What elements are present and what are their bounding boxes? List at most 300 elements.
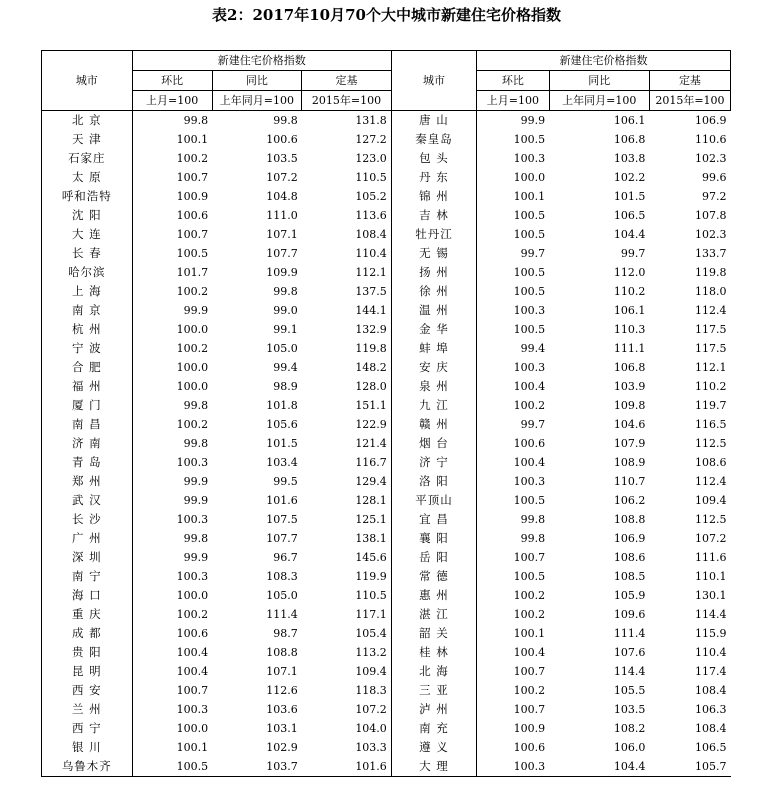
right-mom-cell: 100.7 — [477, 548, 550, 567]
right-yoy-cell: 106.2 — [613, 494, 646, 507]
left-yoy-cell: 101.5 — [266, 437, 298, 450]
left-city-cell: 合 肥 — [42, 358, 133, 377]
right-mom-cell: 100.5 — [477, 130, 550, 149]
left-city-cell: 海 口 — [42, 586, 133, 605]
right-yoy-cell: 108.9 — [613, 456, 646, 469]
table-row — [42, 377, 731, 396]
left-yoy-cell: 107.5 — [266, 513, 298, 526]
right-mom-cell: 100.0 — [477, 168, 550, 187]
right-yoy-cell: 108.8 — [613, 513, 646, 526]
right-city-cell: 唐 山 — [391, 111, 476, 131]
right-city-cell: 泸 州 — [391, 700, 476, 719]
price-index-table — [41, 50, 731, 777]
left-mom-cell: 99.8 — [132, 529, 212, 548]
right-base-cell: 116.5 — [695, 418, 727, 431]
table-row — [42, 282, 731, 301]
left-base-cell: 148.2 — [355, 361, 387, 374]
right-mom-cell: 100.7 — [477, 662, 550, 681]
left-city-cell: 南 昌 — [42, 415, 133, 434]
base-header-left: 定基 — [302, 71, 392, 91]
mom-subheader-right: 上月=100 — [477, 91, 550, 111]
right-yoy-cell: 110.3 — [613, 323, 646, 336]
left-city-cell: 济 南 — [42, 434, 133, 453]
left-base-cell: 112.1 — [355, 266, 387, 279]
table-row — [42, 187, 731, 206]
left-mom-cell: 100.0 — [132, 719, 212, 738]
group-header-left: 新建住宅价格指数 — [132, 51, 391, 71]
table-row — [42, 567, 731, 586]
left-yoy-cell: 99.8 — [212, 111, 302, 131]
left-mom-cell: 99.9 — [132, 548, 212, 567]
table-row — [42, 358, 731, 377]
table-row — [42, 624, 731, 643]
left-city-cell: 杭 州 — [42, 320, 133, 339]
left-mom-cell: 100.4 — [132, 662, 212, 681]
right-city-cell: 秦皇岛 — [391, 130, 476, 149]
left-base-cell: 132.9 — [355, 323, 387, 336]
left-yoy-cell: 103.1 — [266, 722, 298, 735]
right-city-cell: 洛 阳 — [391, 472, 476, 491]
left-yoy-cell: 101.6 — [266, 494, 298, 507]
right-mom-cell: 100.3 — [477, 301, 550, 320]
left-base-cell: 145.6 — [355, 551, 387, 564]
right-base-cell: 130.1 — [695, 589, 727, 602]
right-mom-cell: 100.4 — [477, 453, 550, 472]
left-yoy-cell: 107.7 — [266, 532, 298, 545]
right-yoy-cell: 108.6 — [613, 551, 646, 564]
left-base-cell: 105.4 — [355, 627, 387, 640]
table-body — [42, 111, 731, 777]
right-mom-cell: 100.5 — [477, 225, 550, 244]
left-base-cell: 118.3 — [355, 684, 387, 697]
right-yoy-cell: 103.9 — [613, 380, 646, 393]
yoy-header-left: 同比 — [212, 71, 302, 91]
left-mom-cell: 100.0 — [132, 377, 212, 396]
base-subheader-right: 2015年=100 — [649, 91, 730, 111]
left-yoy-cell: 103.5 — [266, 152, 298, 165]
left-yoy-cell: 100.6 — [266, 133, 298, 146]
right-mom-cell: 100.1 — [477, 624, 550, 643]
right-base-cell: 106.9 — [649, 111, 730, 131]
right-city-cell: 蚌 埠 — [391, 339, 476, 358]
left-mom-cell: 100.0 — [132, 586, 212, 605]
right-yoy-cell: 110.7 — [613, 475, 646, 488]
right-yoy-cell: 104.4 — [549, 757, 649, 777]
right-yoy-cell: 106.1 — [613, 304, 646, 317]
table-row — [42, 643, 731, 662]
right-base-cell: 102.3 — [695, 152, 727, 165]
left-base-cell: 123.0 — [355, 152, 387, 165]
right-mom-cell: 100.1 — [477, 187, 550, 206]
right-yoy-cell: 103.5 — [613, 703, 646, 716]
right-base-cell: 111.6 — [695, 551, 727, 564]
right-city-cell: 泉 州 — [391, 377, 476, 396]
left-mom-cell: 100.2 — [132, 282, 212, 301]
right-base-cell: 112.5 — [695, 437, 727, 450]
left-city-cell: 北 京 — [42, 111, 133, 131]
left-mom-cell: 100.7 — [132, 225, 212, 244]
right-mom-cell: 100.5 — [477, 282, 550, 301]
left-city-cell: 西 宁 — [42, 719, 133, 738]
right-mom-cell: 100.3 — [477, 472, 550, 491]
right-base-cell: 105.7 — [649, 757, 730, 777]
right-mom-cell: 99.8 — [477, 510, 550, 529]
left-base-cell: 129.4 — [355, 475, 387, 488]
left-base-cell: 137.5 — [355, 285, 387, 298]
right-yoy-cell: 111.1 — [613, 342, 646, 355]
left-yoy-cell: 103.4 — [266, 456, 298, 469]
left-city-cell: 乌鲁木齐 — [42, 757, 133, 777]
left-yoy-cell: 102.9 — [266, 741, 298, 754]
left-city-cell: 呼和浩特 — [42, 187, 133, 206]
left-base-cell: 105.2 — [355, 190, 387, 203]
yoy-subheader-right: 上年同月=100 — [549, 91, 649, 111]
right-mom-cell: 99.8 — [477, 529, 550, 548]
right-city-cell: 安 庆 — [391, 358, 476, 377]
table-row — [42, 510, 731, 529]
left-base-cell: 113.6 — [355, 209, 387, 222]
right-base-cell: 106.3 — [695, 703, 727, 716]
right-city-cell: 襄 阳 — [391, 529, 476, 548]
left-city-cell: 广 州 — [42, 529, 133, 548]
right-city-cell: 徐 州 — [391, 282, 476, 301]
left-base-cell: 128.1 — [355, 494, 387, 507]
group-header-right: 新建住宅价格指数 — [477, 51, 731, 71]
right-base-cell: 99.6 — [702, 171, 727, 184]
table-row — [42, 738, 731, 757]
right-yoy-cell: 110.2 — [613, 285, 646, 298]
left-yoy-cell: 99.0 — [273, 304, 298, 317]
left-mom-cell: 100.9 — [132, 187, 212, 206]
right-base-cell: 110.4 — [695, 646, 727, 659]
left-base-cell: 110.5 — [355, 171, 387, 184]
left-city-cell: 贵 阳 — [42, 643, 133, 662]
right-yoy-cell: 106.5 — [613, 209, 646, 222]
left-city-cell: 长 春 — [42, 244, 133, 263]
right-mom-cell: 100.2 — [477, 396, 550, 415]
right-city-cell: 常 德 — [391, 567, 476, 586]
right-city-cell: 北 海 — [391, 662, 476, 681]
left-yoy-cell: 99.5 — [273, 475, 298, 488]
left-city-cell: 成 都 — [42, 624, 133, 643]
left-mom-cell: 100.2 — [132, 339, 212, 358]
left-city-cell: 南 宁 — [42, 567, 133, 586]
base-header-right: 定基 — [649, 71, 730, 91]
left-city-cell: 哈尔滨 — [42, 263, 133, 282]
left-mom-cell: 99.8 — [132, 111, 212, 131]
right-city-cell: 扬 州 — [391, 263, 476, 282]
right-base-cell: 112.4 — [695, 304, 727, 317]
right-base-cell: 119.7 — [695, 399, 727, 412]
table-row — [42, 548, 731, 567]
right-mom-cell: 100.6 — [477, 434, 550, 453]
right-city-cell: 赣 州 — [391, 415, 476, 434]
right-mom-cell: 99.9 — [477, 111, 550, 131]
table-row — [42, 149, 731, 168]
left-base-cell: 109.4 — [355, 665, 387, 678]
yoy-subheader-left: 上年同月=100 — [212, 91, 302, 111]
left-mom-cell: 100.1 — [132, 738, 212, 757]
right-yoy-cell: 99.7 — [620, 247, 646, 260]
mom-subheader-left: 上月=100 — [132, 91, 212, 111]
table-row — [42, 472, 731, 491]
left-mom-cell: 100.3 — [132, 700, 212, 719]
table-row — [42, 130, 731, 149]
right-mom-cell: 100.7 — [477, 700, 550, 719]
left-base-cell: 125.1 — [355, 513, 387, 526]
left-yoy-cell: 107.1 — [266, 228, 298, 241]
right-yoy-cell: 111.4 — [613, 627, 646, 640]
right-city-cell: 丹 东 — [391, 168, 476, 187]
left-city-cell: 南 京 — [42, 301, 133, 320]
right-base-cell: 114.4 — [695, 608, 727, 621]
table-row — [42, 339, 731, 358]
left-yoy-cell: 96.7 — [273, 551, 298, 564]
left-base-cell: 101.6 — [302, 757, 392, 777]
right-base-cell: 117.4 — [695, 665, 727, 678]
right-yoy-cell: 106.8 — [613, 133, 646, 146]
right-mom-cell: 99.7 — [477, 415, 550, 434]
left-city-cell: 上 海 — [42, 282, 133, 301]
right-mom-cell: 100.3 — [477, 149, 550, 168]
right-base-cell: 109.4 — [695, 494, 727, 507]
table-row — [42, 586, 731, 605]
right-yoy-cell: 104.4 — [613, 228, 646, 241]
right-mom-cell: 100.9 — [477, 719, 550, 738]
right-city-cell: 温 州 — [391, 301, 476, 320]
table-row — [42, 225, 731, 244]
left-yoy-cell: 99.4 — [273, 361, 298, 374]
table-row — [42, 681, 731, 700]
left-base-cell: 144.1 — [355, 304, 387, 317]
left-base-cell: 151.1 — [355, 399, 387, 412]
right-mom-cell: 100.5 — [477, 567, 550, 586]
left-mom-cell: 100.1 — [132, 130, 212, 149]
left-mom-cell: 100.3 — [132, 510, 212, 529]
left-city-cell: 太 原 — [42, 168, 133, 187]
right-yoy-cell: 109.8 — [613, 399, 646, 412]
left-city-cell: 长 沙 — [42, 510, 133, 529]
right-city-cell: 烟 台 — [391, 434, 476, 453]
left-mom-cell: 100.7 — [132, 681, 212, 700]
left-mom-cell: 100.5 — [132, 757, 212, 777]
right-mom-cell: 100.4 — [477, 643, 550, 662]
left-yoy-cell: 107.2 — [266, 171, 298, 184]
left-city-cell: 青 岛 — [42, 453, 133, 472]
base-subheader-left: 2015年=100 — [302, 91, 392, 111]
right-yoy-cell: 108.5 — [613, 570, 646, 583]
right-base-cell: 108.4 — [695, 722, 727, 735]
left-yoy-cell: 105.0 — [266, 342, 298, 355]
right-mom-cell: 100.5 — [477, 491, 550, 510]
left-yoy-cell: 104.8 — [266, 190, 298, 203]
left-mom-cell: 99.9 — [132, 472, 212, 491]
right-base-cell: 115.9 — [695, 627, 727, 640]
left-city-cell: 厦 门 — [42, 396, 133, 415]
right-city-cell: 桂 林 — [391, 643, 476, 662]
table-row — [42, 301, 731, 320]
left-base-cell: 138.1 — [355, 532, 387, 545]
left-base-cell: 108.4 — [355, 228, 387, 241]
left-base-cell: 127.2 — [355, 133, 387, 146]
right-city-cell: 遵 义 — [391, 738, 476, 757]
right-mom-cell: 100.5 — [477, 206, 550, 225]
right-city-cell: 大 理 — [391, 757, 476, 777]
right-city-cell: 三 亚 — [391, 681, 476, 700]
right-base-cell: 118.0 — [695, 285, 727, 298]
left-mom-cell: 100.5 — [132, 244, 212, 263]
mom-header-right: 环比 — [477, 71, 550, 91]
city-header-left: 城市 — [42, 51, 133, 111]
table-row — [42, 529, 731, 548]
left-base-cell: 119.9 — [355, 570, 387, 583]
table-row — [42, 453, 731, 472]
right-yoy-cell: 107.9 — [613, 437, 646, 450]
left-yoy-cell: 103.6 — [266, 703, 298, 716]
left-mom-cell: 100.0 — [132, 320, 212, 339]
left-mom-cell: 100.2 — [132, 149, 212, 168]
left-mom-cell: 99.9 — [132, 301, 212, 320]
right-yoy-cell: 106.0 — [613, 741, 646, 754]
right-base-cell: 108.6 — [695, 456, 727, 469]
right-base-cell: 97.2 — [702, 190, 727, 203]
table-row — [42, 491, 731, 510]
right-city-cell: 南 充 — [391, 719, 476, 738]
left-yoy-cell: 109.9 — [266, 266, 298, 279]
right-yoy-cell: 107.6 — [613, 646, 646, 659]
left-base-cell: 103.3 — [355, 741, 387, 754]
left-mom-cell: 100.6 — [132, 624, 212, 643]
right-mom-cell: 100.5 — [477, 263, 550, 282]
left-base-cell: 104.0 — [355, 722, 387, 735]
right-city-cell: 惠 州 — [391, 586, 476, 605]
right-base-cell: 110.2 — [695, 380, 727, 393]
right-base-cell: 117.5 — [695, 323, 727, 336]
table-row — [42, 662, 731, 681]
left-mom-cell: 100.6 — [132, 206, 212, 225]
left-yoy-cell: 111.0 — [266, 209, 298, 222]
left-yoy-cell: 103.7 — [212, 757, 302, 777]
left-base-cell: 107.2 — [355, 703, 387, 716]
right-city-cell: 牡丹江 — [391, 225, 476, 244]
left-city-cell: 重 庆 — [42, 605, 133, 624]
right-city-cell: 锦 州 — [391, 187, 476, 206]
left-base-cell: 110.5 — [355, 589, 387, 602]
left-city-cell: 兰 州 — [42, 700, 133, 719]
left-yoy-cell: 111.4 — [266, 608, 298, 621]
left-yoy-cell: 98.9 — [273, 380, 298, 393]
yoy-header-right: 同比 — [549, 71, 649, 91]
table-row — [42, 396, 731, 415]
left-city-cell: 石家庄 — [42, 149, 133, 168]
right-yoy-cell: 112.0 — [613, 266, 646, 279]
right-city-cell: 湛 江 — [391, 605, 476, 624]
left-yoy-cell: 98.7 — [273, 627, 298, 640]
right-mom-cell: 100.2 — [477, 586, 550, 605]
right-city-cell: 济 宁 — [391, 453, 476, 472]
left-city-cell: 福 州 — [42, 377, 133, 396]
right-mom-cell: 100.6 — [477, 738, 550, 757]
right-mom-cell: 100.4 — [477, 377, 550, 396]
city-header-right: 城市 — [391, 51, 476, 111]
right-yoy-cell: 101.5 — [613, 190, 646, 203]
left-base-cell: 119.8 — [355, 342, 387, 355]
table-row — [42, 168, 731, 187]
left-city-cell: 天 津 — [42, 130, 133, 149]
left-yoy-cell: 99.8 — [273, 285, 298, 298]
left-base-cell: 117.1 — [355, 608, 387, 621]
left-base-cell: 121.4 — [355, 437, 387, 450]
table-row — [42, 415, 731, 434]
right-mom-cell: 100.5 — [477, 320, 550, 339]
right-mom-cell: 100.2 — [477, 681, 550, 700]
right-city-cell: 九 江 — [391, 396, 476, 415]
right-yoy-cell: 105.9 — [613, 589, 646, 602]
mom-header-left: 环比 — [132, 71, 212, 91]
left-yoy-cell: 108.3 — [266, 570, 298, 583]
left-yoy-cell: 99.1 — [273, 323, 298, 336]
left-yoy-cell: 107.1 — [266, 665, 298, 678]
right-city-cell: 包 头 — [391, 149, 476, 168]
right-base-cell: 107.2 — [695, 532, 727, 545]
right-city-cell: 平顶山 — [391, 491, 476, 510]
left-mom-cell: 99.8 — [132, 434, 212, 453]
right-base-cell: 108.4 — [695, 684, 727, 697]
right-mom-cell: 99.7 — [477, 244, 550, 263]
right-yoy-cell: 104.6 — [613, 418, 646, 431]
left-yoy-cell: 101.8 — [266, 399, 298, 412]
left-base-cell: 122.9 — [355, 418, 387, 431]
table-row — [42, 700, 731, 719]
table-row — [42, 244, 731, 263]
table-row — [42, 263, 731, 282]
right-base-cell: 112.5 — [695, 513, 727, 526]
left-mom-cell: 100.2 — [132, 605, 212, 624]
table-row — [42, 434, 731, 453]
right-base-cell: 133.7 — [695, 247, 727, 260]
right-city-cell: 韶 关 — [391, 624, 476, 643]
left-yoy-cell: 108.8 — [266, 646, 298, 659]
right-yoy-cell: 106.1 — [549, 111, 649, 131]
left-yoy-cell: 105.0 — [266, 589, 298, 602]
right-base-cell: 107.8 — [695, 209, 727, 222]
left-mom-cell: 101.7 — [132, 263, 212, 282]
table-row — [42, 757, 731, 777]
left-mom-cell: 100.4 — [132, 643, 212, 662]
right-city-cell: 岳 阳 — [391, 548, 476, 567]
left-city-cell: 大 连 — [42, 225, 133, 244]
left-city-cell: 深 圳 — [42, 548, 133, 567]
left-city-cell: 宁 波 — [42, 339, 133, 358]
right-yoy-cell: 102.2 — [613, 171, 646, 184]
left-base-cell: 110.4 — [355, 247, 387, 260]
table-row — [42, 206, 731, 225]
left-city-cell: 昆 明 — [42, 662, 133, 681]
right-city-cell: 吉 林 — [391, 206, 476, 225]
right-yoy-cell: 114.4 — [613, 665, 646, 678]
right-yoy-cell: 105.5 — [613, 684, 646, 697]
left-yoy-cell: 105.6 — [266, 418, 298, 431]
right-yoy-cell: 109.6 — [613, 608, 646, 621]
right-yoy-cell: 106.8 — [613, 361, 646, 374]
right-city-cell: 无 锡 — [391, 244, 476, 263]
table-row — [42, 719, 731, 738]
left-mom-cell: 100.2 — [132, 415, 212, 434]
table-row — [42, 111, 731, 131]
right-base-cell: 110.6 — [695, 133, 727, 146]
right-base-cell: 117.5 — [695, 342, 727, 355]
table-title: 表2：2017年10月70个大中城市新建住宅价格指数 — [212, 6, 561, 24]
